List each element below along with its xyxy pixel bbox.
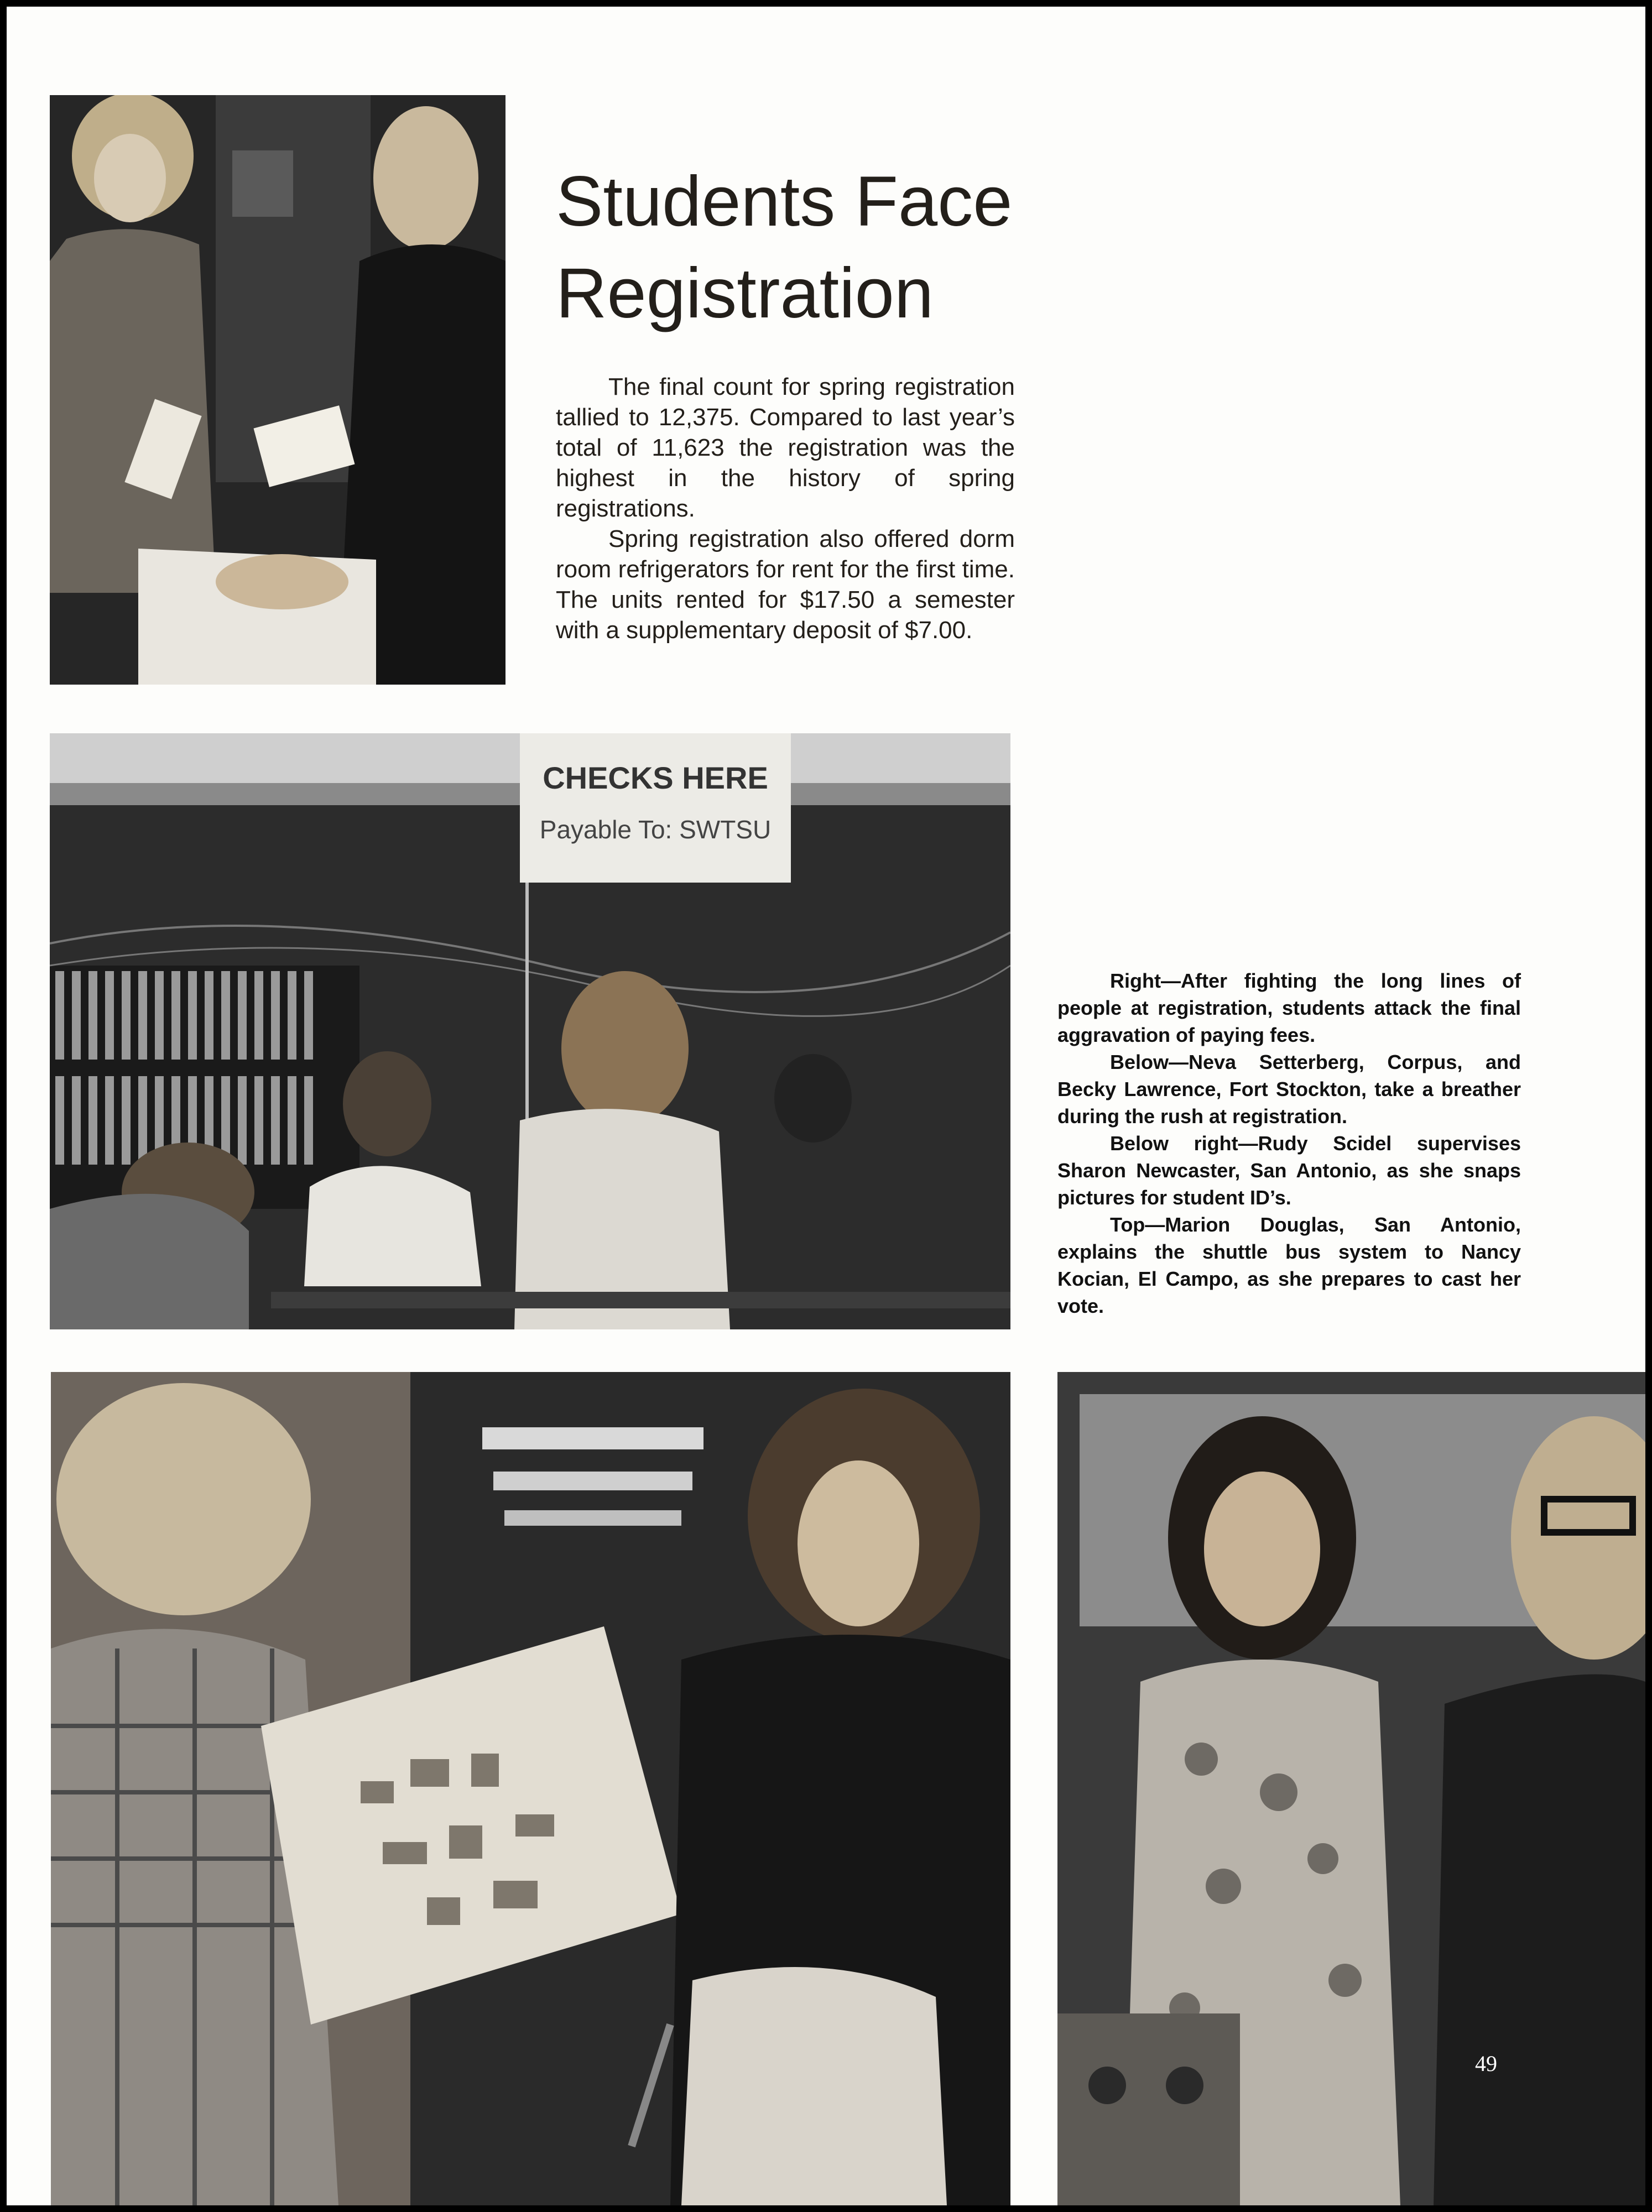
headline xyxy=(556,156,1087,340)
sign-line-2: Payable To: SWTSU xyxy=(539,815,772,844)
caption-top: Top—Marion Douglas, San Antonio, explains the shuttle bus system to Nancy Kocian, El Campo, as she prepares to cast her vote. xyxy=(1057,1213,1521,1317)
photo-shuttle-bus-explanation xyxy=(50,95,505,685)
photo-students-with-map xyxy=(51,1372,1010,2205)
photo-paying-fees xyxy=(50,733,1010,1329)
article-body xyxy=(556,372,1015,645)
photo-student-id-camera xyxy=(1057,1372,1645,2205)
caption-right: Right—After fighting the long lines of people at registration, students attack the final aggravation of paying fees. xyxy=(1057,969,1521,1046)
sign-line-1: CHECKS HERE xyxy=(543,760,768,795)
yearbook-page xyxy=(7,7,1645,2205)
photo-captions xyxy=(1057,967,1521,1319)
page-number: 49 xyxy=(1475,2051,1497,2076)
headline-line-2: Registration xyxy=(556,254,934,333)
article-paragraph: The final count for spring registration tallied to 12,375. Compared to last year’s total of 11,623 the registration was the highest in the history of spring registrations. xyxy=(556,373,1015,522)
article-paragraph: Spring registration also offered dorm room refrigerators for rent for the first time. The units rented for $17.50 a semester with a supplementary deposit of $7.00. xyxy=(556,525,1015,644)
caption-below: Below—Neva Setterberg, Corpus, and Becky Lawrence, Fort Stockton, take a breather during the rush at registration. xyxy=(1057,1051,1521,1128)
headline-line-1: Students Face xyxy=(556,162,1013,241)
caption-below-right: Below right—Rudy Scidel supervises Sharon Newcaster, San Antonio, as she snaps pictures for student ID’s. xyxy=(1057,1132,1521,1209)
